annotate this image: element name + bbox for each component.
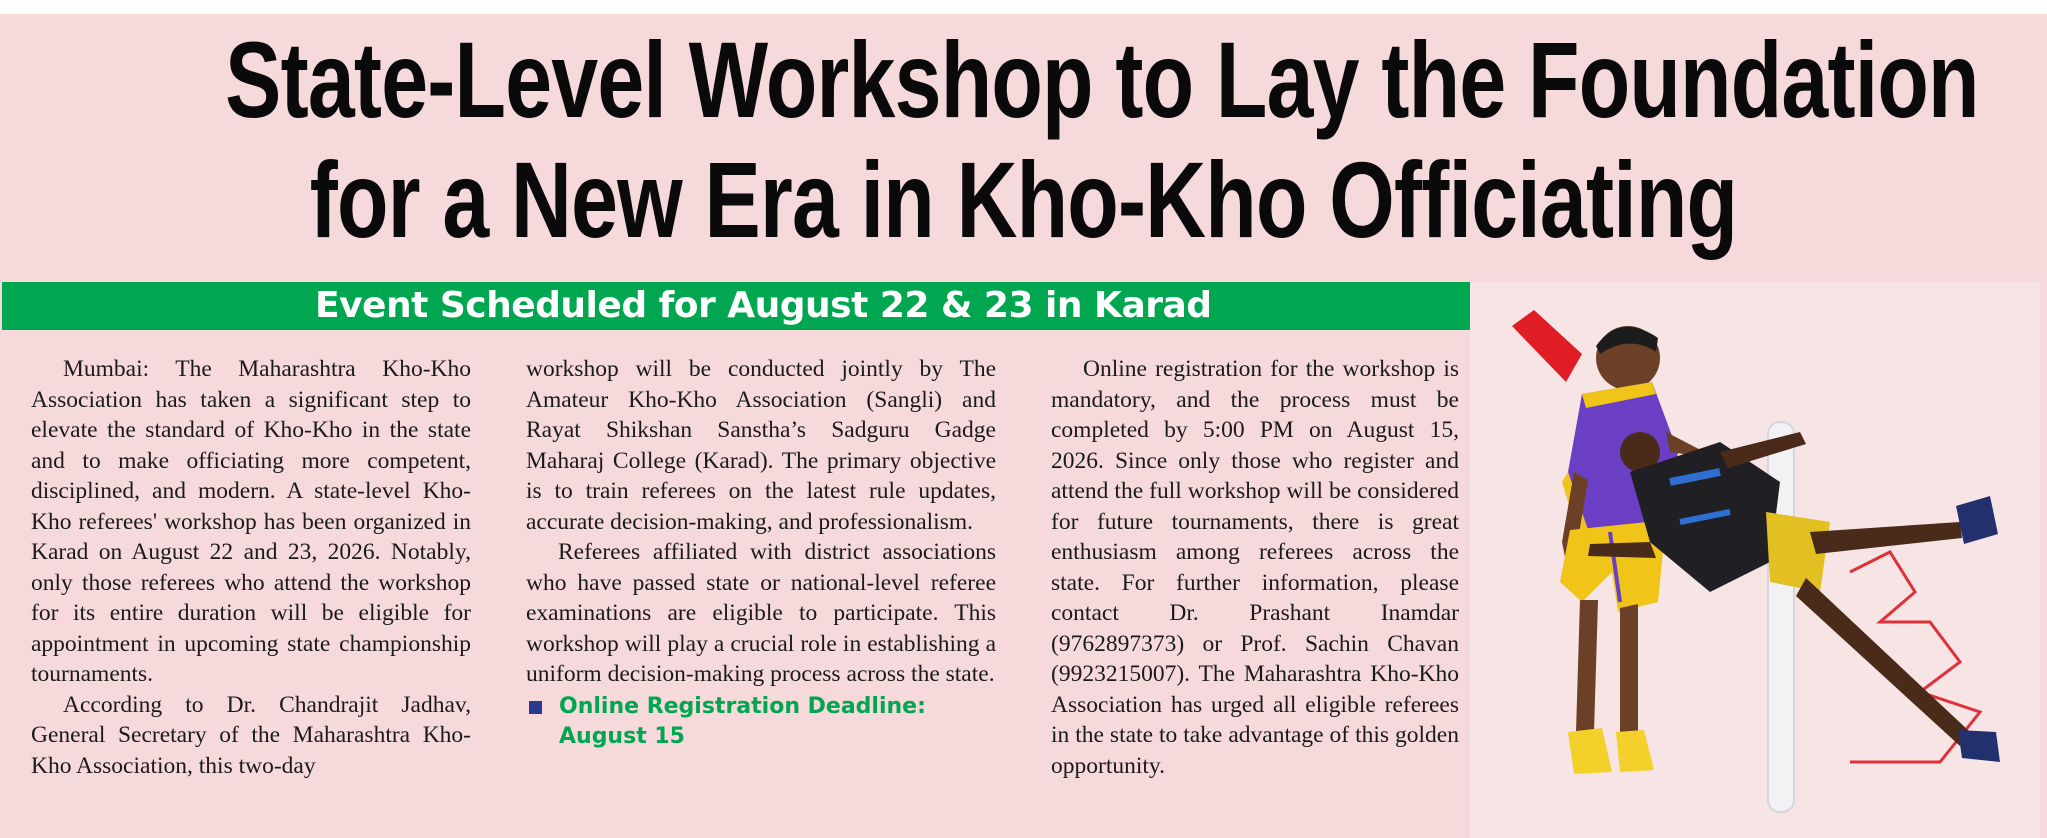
article-paragraph: Referees affiliated with district associations who have passed state or national-level referee examinations are eligible to participate. This workshop will play a crucial role in establishing a uniform decision-making process across the state.	[526, 539, 996, 687]
article-column-2	[526, 354, 996, 752]
article-paragraph: According to Dr. Chandrajit Jadhav, General Secretary of the Maharashtra Kho-Kho Association, this two-day	[31, 691, 471, 779]
subheadline-bar	[2, 282, 1520, 330]
registration-deadline-callout	[526, 692, 996, 752]
deadline-label: Online Registration Deadline:	[559, 693, 926, 719]
subheadline: Event Scheduled for August 22 & 23 in Karad	[315, 285, 1212, 326]
kho-kho-players-photo	[1470, 282, 2040, 838]
headline-line-2: for a New Era in Kho-Kho Officiating	[309, 139, 1738, 260]
deadline-date: August 15	[559, 723, 685, 749]
headline-line-1: State-Level Workshop to Lay the Foundation	[225, 19, 1979, 140]
article-paragraph: Online registration for the workshop is mandatory, and the process must be completed by 5:00 PM on August 15, 2026. Since only those who register and attend the full workshop will be considered for future tournaments, there is great enthusiasm among referees across the state. For further information, please contact Dr. Prashant Inamdar (9762897373) or Prof. Sachin Chavan (9923215007). The Maharashtra Kho-Kho Association has urged all eligible referees in the state to take advantage of this golden opportunity.	[1051, 356, 1459, 779]
square-bullet-icon	[529, 701, 542, 714]
article-column-3	[1051, 354, 1459, 781]
article-column-1	[31, 354, 471, 781]
article-paragraph: Mumbai: The Maharashtra Kho-Kho Association has taken a significant step to elevate the standard of Kho-Kho in the state and to make officiating more competent, disciplined, and modern. A state-level Kho-Kho referees' workshop has been organized in Karad on August 22 and 23, 2026. Notably, only those referees who attend the workshop for its entire duration will be eligible for appointment in upcoming state championship tournaments.	[31, 356, 471, 687]
headline	[225, 19, 1979, 260]
article-paragraph: workshop will be conducted jointly by The Amateur Kho-Kho Association (Sangli) and Rayat Shikshan Sanstha’s Sadguru Gadge Maharaj College (Karad). The primary objective is to train referees on the latest rule updates, accurate decision-making, and professionalism.	[526, 356, 996, 535]
newspaper-clipping	[0, 14, 2047, 838]
